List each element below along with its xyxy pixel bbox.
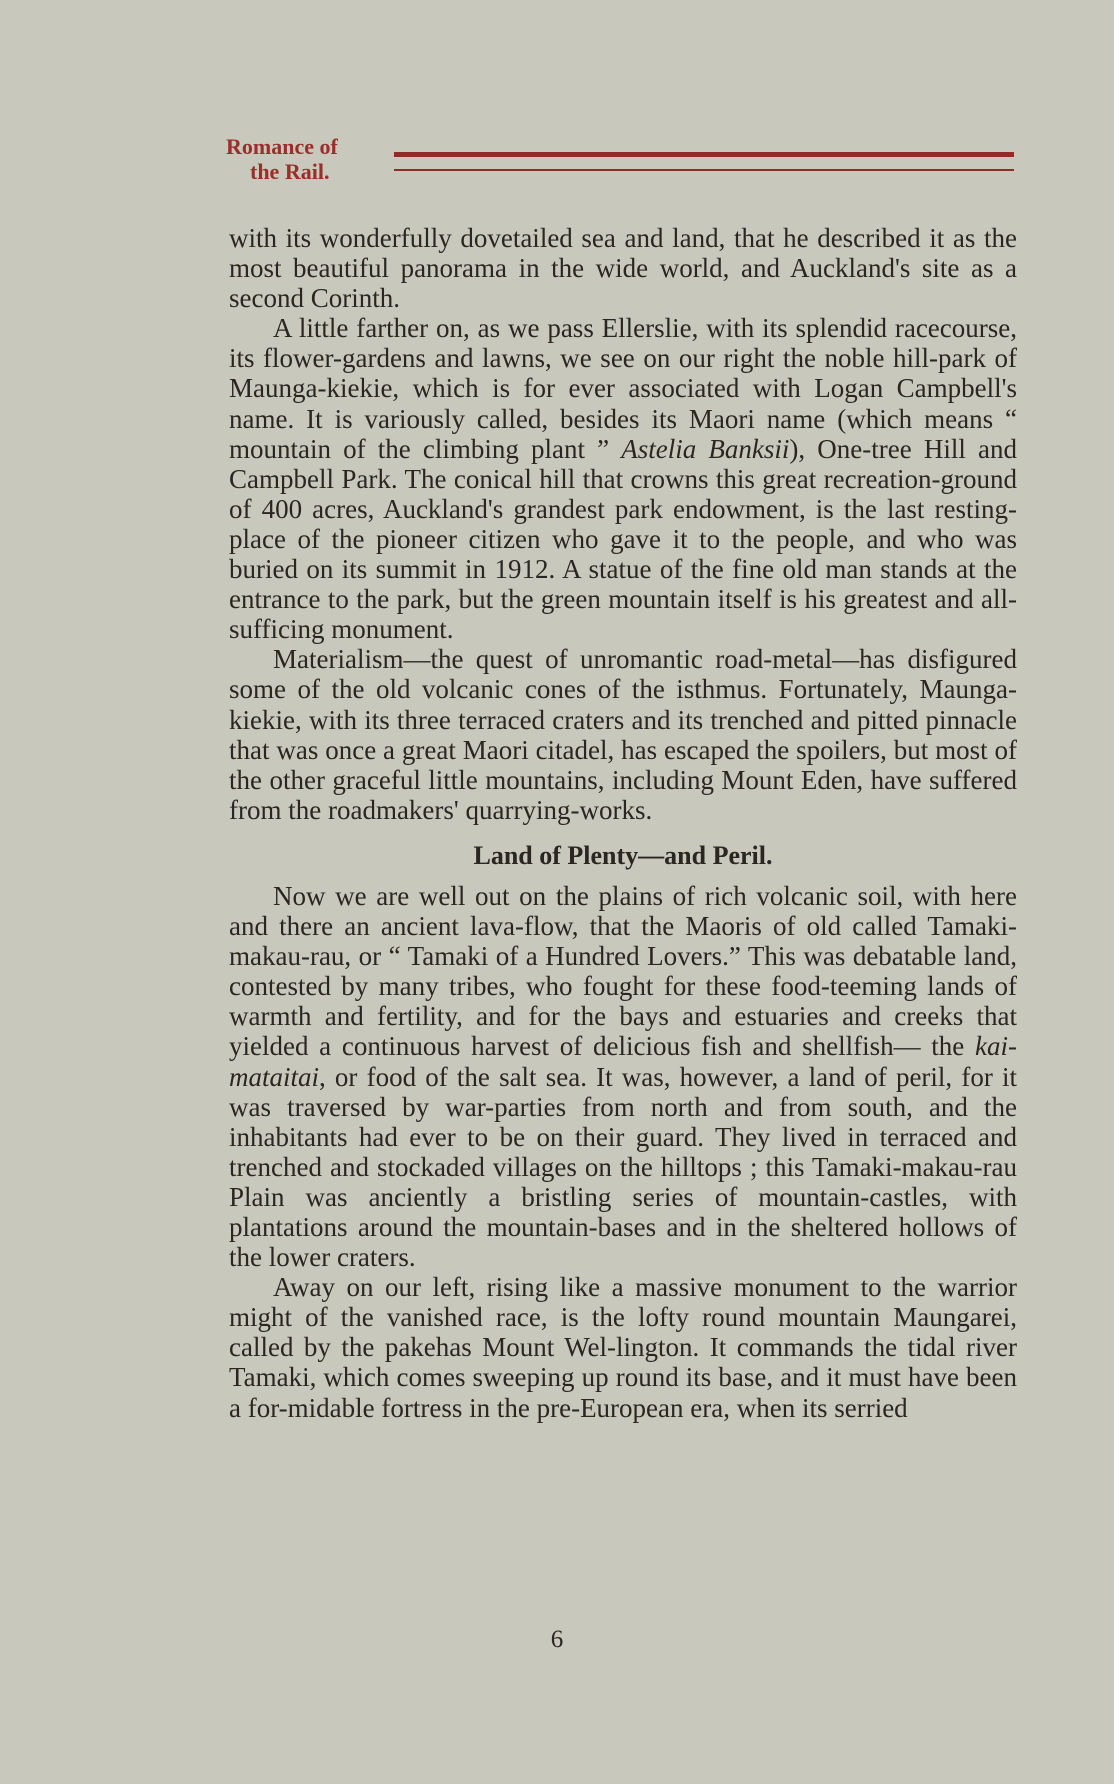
header-rule-thin: [394, 169, 1014, 171]
body-text: [229, 223, 1017, 1423]
paragraph-2: [229, 313, 1017, 644]
paragraph-4-text-a: Now we are well out on the plains of rich volcanic soil, with here and there an ancient lava-flow, that the Maoris of old called Tamaki-makau-rau, or “ Tamaki of a Hundred Lovers.” This was debatable land, contested by many tribes, who fought for these food-teeming lands of warmth and fertility, and for the bays and estuaries and creeks that yielded a continuous harvest of delicious fish and shellfish— the: [229, 880, 1017, 1062]
paragraph-4-text-b: , or food of the salt sea. It was, however, a land of peril, for it was traversed by war-parties from north and from south, and the inhabitants had ever to be on their guard. They lived in terraced and trenched and stockaded villages on the hilltops ; this Tamaki-makau-rau Plain was anciently a bristling series of mountain-castles, with plantations around the mountain-bases and in the sheltered hollows of the lower craters.: [229, 1061, 1017, 1273]
paragraph-4-italic: kai-mataitai: [229, 1031, 1017, 1092]
section-heading: Land of Plenty—and Peril.: [473, 840, 773, 870]
paragraph-2-text-b: ), One-tree Hill and Campbell Park. The conical hill that crowns this great recreation-ground of 400 acres, Auckland's grandest park endowment, is the last resting-place of the pioneer citizen who gave it to the people, and who was buried on its summit in 1912. A statue of the fine old man stands at the entrance to the park, but the green mountain itself is his greatest and all-sufficing monument.: [229, 433, 1017, 645]
paragraph-2-text-a: A little farther on, as we pass Ellerslie, with its splendid racecourse, its flower-gardens and lawns, we see on our right the noble hill-park of Maunga-kiekie, which is for ever associated with Logan Campbell's name. It is variously called, besides its Maori name (which means “ mountain of the climbing plant ”: [229, 313, 1017, 464]
running-head-line2: the Rail.: [250, 159, 330, 184]
paragraph-4: [229, 881, 1017, 1272]
paragraph-5: Away on our left, rising like a massive monument to the warrior might of the vanished race, is the lofty round mountain Maungarei, called by the pakehas Mount Wel-lington. It commands the tidal river Tamaki, which comes sweeping up round its base, and it must have been a for-midable fortress in the pre-European era, when its serried: [229, 1272, 1017, 1423]
running-head: [226, 134, 338, 184]
paragraph-1: with its wonderfully dovetailed sea and land, that he described it as the most beautiful panorama in the wide world, and Auckland's site as a second Corinth.: [229, 223, 1017, 314]
paragraph-2-italic: Astelia Banksii: [621, 433, 790, 464]
running-head-line1: Romance of: [226, 134, 338, 159]
paragraph-3: Materialism—the quest of unromantic road-metal—has disfigured some of the old volcanic cones of the isthmus. Fortunately, Maunga-kiekie, with its three terraced craters and its trenched and pitted pinnacle that was once a great Maori citadel, has escaped the spoilers, but most of the other graceful little mountains, including Mount Eden, have suffered from the roadmakers' quarrying-works.: [229, 644, 1017, 825]
page-number: 6: [550, 1626, 564, 1653]
header-rule-thick: [394, 152, 1014, 157]
